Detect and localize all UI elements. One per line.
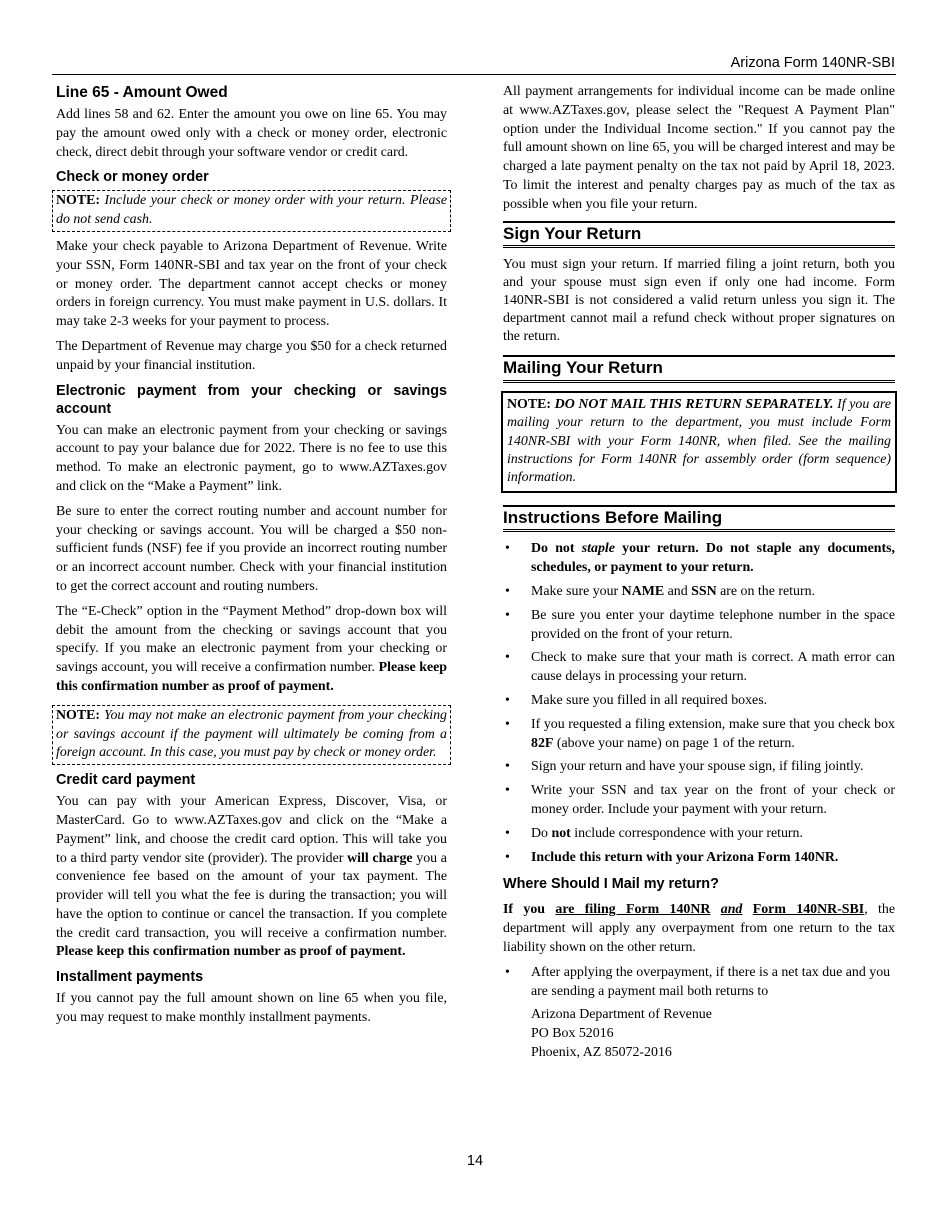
bullet-icon: • [505, 650, 510, 666]
check-heading: Check or money order [56, 169, 209, 186]
mailing-heading: Mailing Your Return [503, 355, 895, 383]
b7: Sign your return and have your spouse sign, if filing jointly. [531, 759, 864, 775]
address-line-2: PO Box 52016 [531, 1026, 614, 1042]
mailing-note [501, 391, 897, 492]
where-c: and [720, 902, 743, 918]
credit-text-b: you a convenience fee based on the amount of your tax payment. The provider will tell you what the fee is during the transaction; you will have the option to continue or cancel the transaction. If you complete the credit card transaction, you will receive a confirmation number. [56, 850, 447, 941]
note-label: NOTE: [56, 193, 100, 209]
b2-a: Make sure your [531, 584, 619, 600]
electronic-text-3-bold: Please keep this confirmation number as proof of payment. [56, 660, 448, 694]
where-b: are filing Form 140NR [555, 902, 711, 918]
b9-b: not [551, 825, 571, 841]
list-item [503, 540, 895, 578]
b6-c: (above your name) on page 1 of the return. [556, 735, 795, 751]
b2-d: SSN [691, 584, 717, 600]
credit-text [56, 793, 447, 962]
mailing-note-body: If you are mailing your return to the department, you must include Form 140NR-SBI with your Form 140NR, when filed. See the mailing instructions for Form 140NR for assembly order (form sequence) information. [507, 397, 891, 486]
instructions-heading: Instructions Before Mailing [503, 505, 895, 533]
bullet-icon: • [505, 607, 510, 623]
left-column [56, 80, 447, 1034]
b9-a: Do [531, 825, 548, 841]
electronic-text-3 [56, 603, 447, 697]
bullet-icon: • [505, 759, 510, 775]
sign-text: You must sign your return. If married filing a joint return, both you and your spouse must sign even if only one had income. Form 140NR-SBI is not considered a valid return unless you sign it. The department cannot mail a refund check without proper signatures on the return. [503, 257, 895, 344]
list-item [503, 825, 895, 844]
bullet-icon: • [505, 693, 510, 709]
mailing-note-bold: DO NOT MAIL THIS RETURN SEPARATELY. [554, 397, 834, 413]
form-title: Arizona Form 140NR-SBI [730, 55, 895, 71]
credit-text-a: You can pay with your American Express, Discover, Visa, or MasterCard. Go to www.AZTaxes.gov and click on the “Make a Payment” link, and choose the credit card option. This will take you to a third party vendor site (provider). The provider [56, 794, 447, 866]
header-rule [52, 74, 896, 75]
bullet-icon: • [505, 783, 510, 799]
bullet-icon: • [505, 825, 510, 841]
list-item [503, 583, 895, 602]
electronic-heading: Electronic payment from your checking or savings account [56, 382, 447, 417]
electronic-text-1: You can make an electronic payment from your checking or savings account to pay your balance due for 2022. There is no fee to use this method. To make an electronic payment, go to www.AZTaxes.gov and click on the “Make a Payment” link. [56, 422, 447, 494]
check-fee-text: The Department of Revenue may charge you $50 for a check returned unpaid by your financial institution. [56, 338, 447, 373]
mailing-note-label: NOTE: [507, 397, 551, 413]
where-a: If you [503, 902, 546, 918]
line65-text: Add lines 58 and 62. Enter the amount you owe on line 65. You may pay the amount owed only with a check or money order, electronic check, direct debit through your software vendor or credit card. [56, 107, 447, 160]
installment-text: If you cannot pay the full amount shown on line 65 when you file, you may request to make monthly installment payments. [56, 991, 447, 1026]
check-note [52, 190, 451, 232]
where-text [503, 901, 895, 957]
b9-c: include correspondence with your return. [574, 825, 803, 841]
b1-c: your return. Do not staple any documents, schedules, or payment to your return. [531, 541, 895, 576]
bullet-icon: • [505, 541, 510, 557]
b2-b: NAME [621, 584, 665, 600]
b1-a: Do not [531, 541, 575, 557]
instructions-list [503, 540, 895, 867]
address-line-1: Arizona Department of Revenue [531, 1007, 712, 1023]
bullet-icon: • [505, 716, 510, 732]
credit-text-bold: will charge [347, 850, 413, 866]
electronic-note [52, 705, 451, 765]
installment-heading: Installment payments [56, 969, 204, 986]
note-label: NOTE: [56, 707, 100, 723]
b8: Write your SSN and tax year on the front of your check or money order. Include your payment with your return. [531, 783, 895, 817]
list-item [503, 607, 895, 645]
page-number: 14 [466, 1153, 484, 1169]
installment-continued: All payment arrangements for individual income can be made online at www.AZTaxes.gov, please select the "Request A Payment Plan" option under the Individual Income section." If you cannot pay the full amount shown on line 65, you will be charged interest and may be charged a late payment penalty on the tax not paid by April 18, 2023. To limit the interest and penalty charges pay as much of the tax as possible when you file your return. [503, 84, 895, 212]
b10: Include this return with your Arizona Form 140NR. [531, 849, 839, 865]
b2-e: are on the return. [720, 584, 815, 600]
list-item [503, 716, 895, 754]
b5: Make sure you filled in all required boxes. [531, 693, 768, 709]
note-body: Include your check or money order with your return. Please do not send cash. [56, 193, 447, 228]
address-line-3: Phoenix, AZ 85072-2016 [531, 1044, 672, 1060]
list-item [503, 758, 895, 777]
electronic-text-2: Be sure to enter the correct routing number and account number for your checking or savings account. You will be charged a $50 non-sufficient funds (NSF) fee if you provide an incorrect routing number or an incorrect account number. Check with your financial institution to get the correct account and routing numbers. [56, 503, 447, 594]
b4: Check to make sure that your math is correct. A math error can cause delays in processing your return. [531, 650, 895, 685]
note-body: You may not make an electronic payment from your checking or savings account if the payment will ultimately be coming from a foreign account. In this case, you must pay by check or money order. [56, 707, 447, 761]
bullet-icon: • [505, 584, 510, 600]
bullet-icon: • [505, 964, 510, 980]
b2-c: and [667, 584, 688, 600]
b1-b: staple [581, 541, 615, 557]
list-item [503, 964, 895, 1002]
credit-heading: Credit card payment [56, 772, 196, 789]
where-bullet: After applying the overpayment, if there is a net tax due and you are sending a payment mail both returns to [531, 964, 891, 999]
where-d: Form 140NR-SBI [752, 902, 865, 918]
list-item [503, 849, 895, 868]
list-item [503, 692, 895, 711]
credit-text-bold-2: Please keep this confirmation number as proof of payment. [56, 944, 406, 960]
sign-heading: Sign Your Return [503, 221, 895, 249]
list-item [503, 649, 895, 687]
b3: Be sure you enter your daytime telephone number in the space provided on the front of your return. [531, 607, 895, 642]
bullet-icon: • [505, 849, 510, 865]
b6-b: 82F [531, 735, 554, 751]
where-list [503, 964, 895, 1002]
list-item [503, 782, 895, 820]
where-heading: Where Should I Mail my return? [503, 876, 719, 893]
b6-a: If you requested a filing extension, make sure that you check box [531, 716, 895, 732]
mailing-address [531, 1006, 895, 1062]
line65-heading: Line 65 - Amount Owed [56, 84, 228, 101]
where-e: , the department will apply any overpayment from one return to the tax liability shown on the other return. [503, 902, 895, 955]
electronic-text-3-main: The “E-Check” option in the “Payment Method” drop-down box will debit the amount from the checking or savings account that you specify. If you make an electronic payment from your checking or savings account, you will receive a confirmation number. [56, 603, 447, 676]
check-text: Make your check payable to Arizona Department of Revenue. Write your SSN, Form 140NR-SBI and tax year on the front of your check or money order. The department cannot accept checks or money orders in foreign currency. You must make payment in U.S. dollars. It may take 2-3 weeks for your payment to process. [56, 238, 447, 330]
right-column [503, 83, 895, 1063]
